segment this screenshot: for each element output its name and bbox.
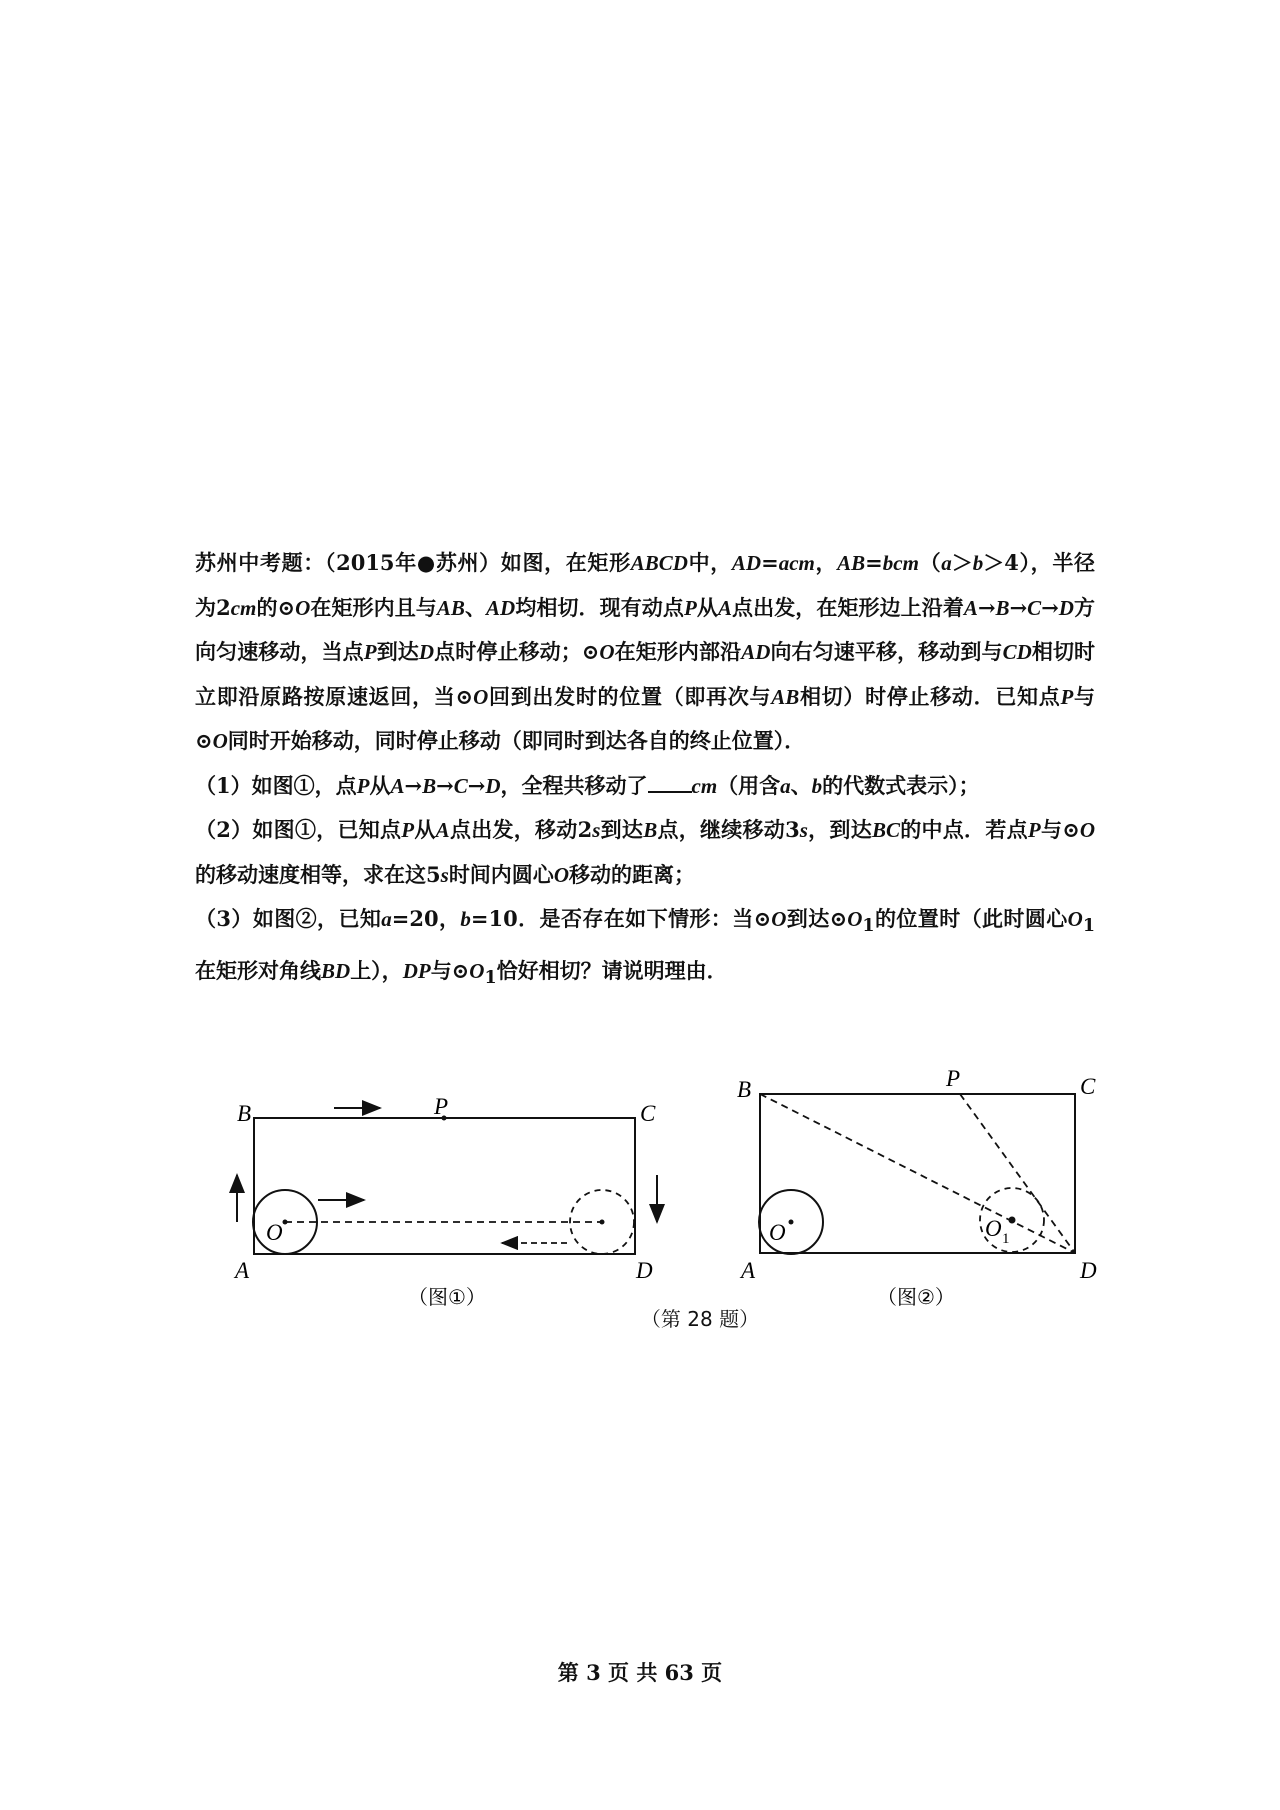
fig2-label-d: D (1080, 1258, 1097, 1283)
question-2: （2）如图①，已知点P从A点出发，移动2s到达B点，继续移动3s，到达BC的中点．若点P与⊙O的移动速度相等，求在这5s时间内圆心O移动的距离； (195, 817, 1096, 887)
fig2-label-p: P (946, 1066, 961, 1091)
fig1-label-c: C (640, 1101, 656, 1126)
fig2-label-o: O (769, 1220, 786, 1245)
question-1: （1）如图①，点P从A→B→C→D，全程共移动了 cm（用含a、b的代数式表示）； (195, 772, 980, 798)
fig2-diagonal-bd (760, 1094, 1075, 1253)
fig2-label-a: A (741, 1258, 756, 1283)
fig1-caption: （图①） (408, 1285, 486, 1309)
fig2-label-o1-sub: 1 (1002, 1231, 1010, 1247)
fig2-line-dp (960, 1094, 1075, 1253)
problem-intro: 苏州中考题：（2015年●苏州）如图，在矩形ABCD中，AD=acm，AB=bcm（a＞b＞4），半径为2cm的⊙O在矩形内且与AB、AD均相切．现有动点P从A点出发，在矩形边上沿着A→B→C→D方向匀速移动，当点P到达D点时停止移动；⊙O在矩形内部沿AD向右匀速平移，移动到与CD相切时立即沿原路按原速返回，当⊙O回到出发时的位置（即再次与AB相切）时停止移动．已知点P与⊙O同时开始移动，同时停止移动（即同时到达各自的终止位置）． (195, 550, 1096, 753)
figure-caption: （第 28 题） (640, 1307, 760, 1331)
fig2-center-o (789, 1220, 794, 1225)
fig2-center-o1 (1009, 1217, 1016, 1224)
fig1-label-b: B (237, 1101, 252, 1126)
fig1-label-d: D (636, 1258, 653, 1283)
fig1-label-p: P (434, 1094, 449, 1119)
fig2-label-b: B (737, 1077, 752, 1102)
fig1-rectangle (254, 1118, 635, 1254)
fig1-label-o: O (266, 1220, 283, 1245)
fig2-label-o1: O (985, 1216, 1002, 1241)
question-3: （3）如图②，已知a=20，b=10．是否存在如下情形：当⊙O到达$⊙O_1$的位置时（此时圆心$O_1$在矩形对角线BD上），DP与$⊙O_1$恰好相切？请说明理由． (195, 906, 1095, 988)
fig2-caption: （图②） (877, 1285, 955, 1309)
fig2-label-c: C (1080, 1074, 1096, 1099)
page-footer: 第 3 页 共 63 页 (557, 1660, 723, 1685)
fig1-label-a: A (235, 1258, 250, 1283)
